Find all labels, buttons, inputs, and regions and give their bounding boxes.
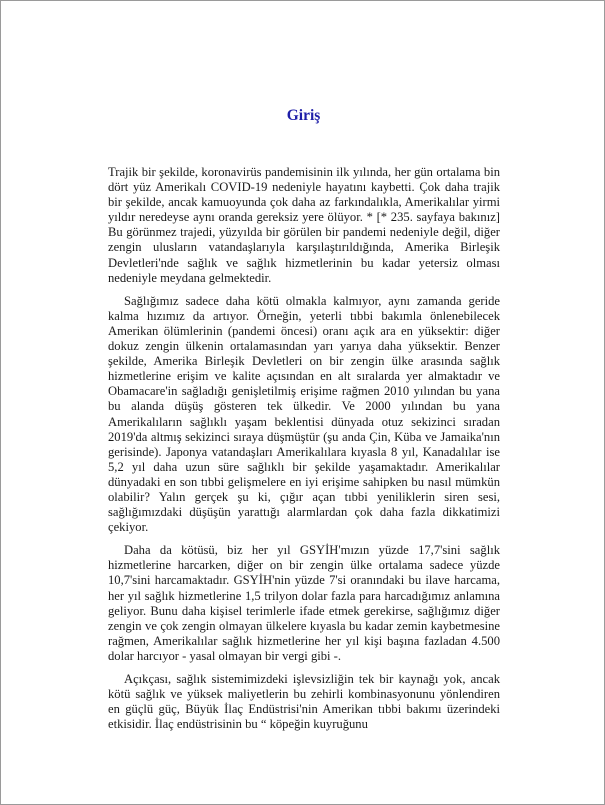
page-title: Giriş <box>286 107 321 124</box>
paragraph: Trajik bir şekilde, koronavirüs pandemisinin ilk yılında, her gün ortalama bin dört yüz Amerikalı COVID-19 nedeniyle hayatını kaybetti. Çok daha trajik bir şekilde, ancak kamuoyunda çok daha az farkındalıkla, Amerikalılar yirmi yıldır neredeyse aynı oranda gereksiz yere ölüyor. * [* 235. sayfaya bakınız] Bu görünmez trajedi, yüzyılda bir görülen bir pandemi nedeniyle değil, diğer zengin ulusların vatandaşlarıyla karşılaştırıldığında, Amerika Birleşik Devletleri'nde sağlık ve sağlık hizmetlerinin bu kadar yetersiz olması nedeniyle meydana gelmektedir. <box>108 165 500 285</box>
paragraph: Sağlığımız sadece daha kötü olmakla kalmıyor, aynı zamanda geride kalma hızımız da artıyor. Örneğin, yeterli tıbbi bakımla önlenebilecek Amerikan ölümlerinin (pandemi öncesi) oranı açık ara en yüksektir: diğer dokuz zengin ülkenin ortalamasından yarı yarıya daha yüksektir. Benzer şekilde, Amerika Birleşik Devletleri on bir zengin ülke arasında sağlık hizmetlerine erişim ve kalite açısından en alt sıralarda yer almaktadır ve Obamacare'in sağladığı genişletilmiş erişime rağmen 2010 yılından bu yana bu alanda düşüş gösteren tek ülkedir. Ve 2000 yılından bu yana Amerikalıların sağlıklı yaşam beklentisi dünyada otuz sekizinci sıradan 2019'da altmış sekizinci sıraya düşmüştür (şu anda Çin, Küba ve Jamaika'nın gerisinde). Japonya vatandaşları Amerikalılara kıyasla 8 yıl, Kanadalılar ise 5,2 yıl daha uzun süre sağlıklı bir şekilde yaşamaktadır. Amerikalılar dünyadaki en son tıbbi gelişmelere en iyi erişime sahipken bu nasıl mümkün olabilir? Yalın gerçek şu ki, çığır açan tıbbi yeniliklerin siren sesi, sağlığımızdaki düşüşün yarattığı alarmlardan çok daha fazla dikkatimizi çekiyor. <box>108 293 500 535</box>
paragraph: Açıkçası, sağlık sistemimizdeki işlevsizliğin tek bir kaynağı yok, ancak kötü sağlık ve yüksek maliyetlerin bu zehirli kombinasyonunu yönlendiren en güçlü güç, Büyük İlaç Endüstrisi'nin Amerikan tıbbi bakımı üzerindeki etkisidir. İlaç endüstrisinin bu “ köpeğin kuyruğunu <box>108 672 500 732</box>
document-body <box>108 165 500 740</box>
paragraph: Daha da kötüsü, biz her yıl GSYİH'mızın yüzde 17,7'sini sağlık hizmetlerine harcarken, diğer on bir zengin ülke ortalama sadece yüzde 10,7'sini harcamaktadır. GSYİH'nin yüzde 7'si oranındaki bu ilave harcama, her yıl sağlık hizmetlerine 1,5 trilyon dolar fazla para harcadığımız anlamına geliyor. Bunu daha kişisel terimlerle ifade etmek gerekirse, sağlığımız diğer zengin ve çok zengin olmayan ülkelere kıyasla bu kadar zemin kaybetmesine rağmen, Amerikalılar sağlık hizmetlerine her yıl kişi başına fazladan 4.500 dolar harcıyor - yasal olmayan bir vergi gibi -. <box>108 543 500 663</box>
